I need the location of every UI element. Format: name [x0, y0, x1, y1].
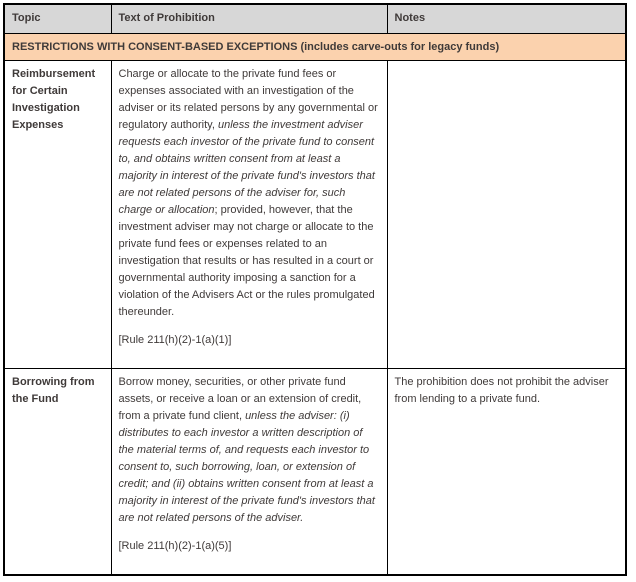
notes-cell [387, 61, 626, 369]
prohibition-text-italic: unless the investment adviser requests each investor of the private fund to consent to, and obtains written consent from at least a majority in interest of the private fund's investors that are not related persons of the adviser for, such charge or allocation [118, 119, 375, 216]
column-header-topic: Topic [4, 4, 111, 34]
prohibition-cell [111, 61, 387, 369]
table-header-row [4, 4, 626, 34]
notes-cell [387, 369, 626, 576]
rule-citation: [Rule 211(h)(2)-1(a)(1)] [118, 334, 232, 346]
section-banner: RESTRICTIONS WITH CONSENT-BASED EXCEPTIONS (includes carve-outs for legacy funds) [4, 34, 626, 61]
prohibition-text-normal: Charge or allocate to the private fund fees or expenses associated with an investigation of the adviser or its related persons by any governmental or regulatory authority, [118, 68, 378, 131]
prohibition-text-normal: Borrow money, securities, or other private fund assets, or receive a loan or an extension of credit, from a private fund client, [118, 376, 362, 422]
prohibition-paragraph [119, 374, 380, 527]
prohibition-text-italic: unless the adviser: (i) distributes to each investor a written description of the material terms of, and requests each investor to consent to, such borrowing, loan, or extension of credit; and (ii) obtains written consent from at least a majority in interest of the private fund's investors that are not related persons of the adviser. [118, 410, 375, 524]
prohibition-text-normal: ; provided, however, that the investment adviser may not charge or allocate to the private fund fees or expenses related to an investigation that results or has resulted in a court or governmental authority imposing a sanction for a violation of the Advisers Act or the rules promulgated thereunder. [118, 204, 375, 318]
table-row [4, 61, 626, 369]
topic-cell: Reimbursement for Certain Investigation Expenses [4, 61, 111, 369]
rule-citation: [Rule 211(h)(2)-1(a)(5)] [118, 540, 232, 552]
topic-cell: Borrowing from the Fund [4, 369, 111, 576]
table-row [4, 369, 626, 576]
column-header-text-of-prohibition: Text of Prohibition [111, 4, 387, 34]
column-header-notes: Notes [387, 4, 626, 34]
prohibition-cell [111, 369, 387, 576]
notes-text: The prohibition does not prohibit the adviser from lending to a private fund. [394, 376, 609, 405]
section-banner-row [4, 34, 626, 61]
prohibition-paragraph [119, 66, 380, 321]
prohibitions-table [3, 3, 627, 576]
